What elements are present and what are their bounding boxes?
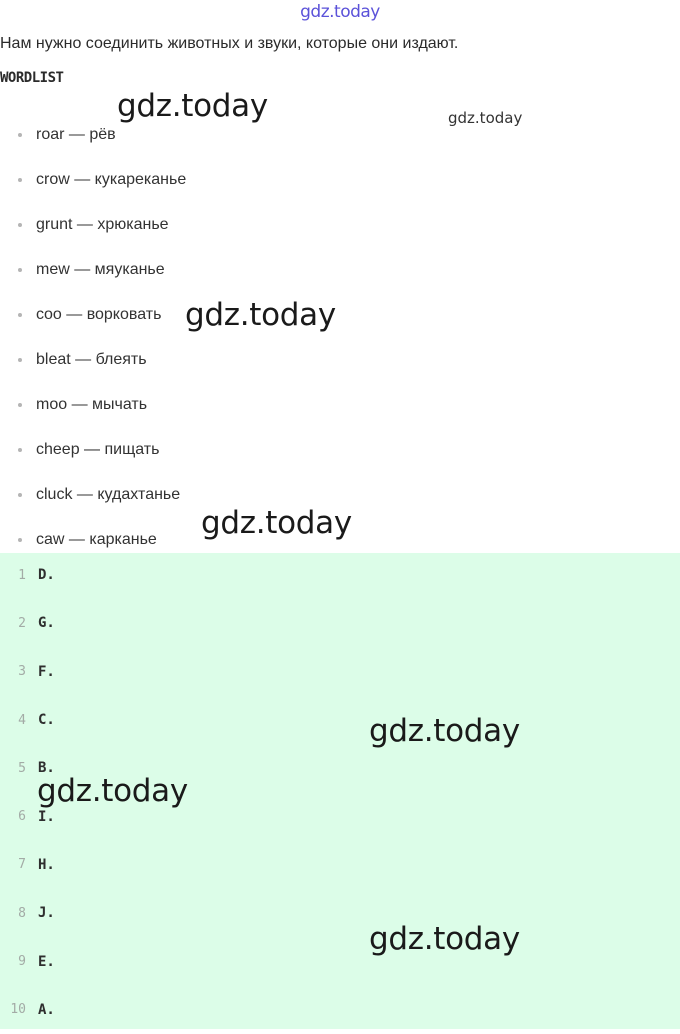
answer-value: D.: [38, 567, 55, 584]
answer-number: 2: [18, 615, 26, 631]
answer-number: 10: [10, 1002, 26, 1018]
bullet-icon: [18, 493, 22, 497]
bullet-icon: [18, 448, 22, 452]
answer-value: F.: [38, 663, 55, 680]
list-item-text: moo — мычать: [36, 395, 148, 413]
watermark: gdz.today: [117, 88, 268, 124]
wordlist: [0, 112, 186, 562]
answer-number: 3: [18, 664, 26, 680]
answer-value: B.: [38, 760, 55, 777]
answer-value: J.: [38, 905, 55, 922]
list-item-text: roar — рёв: [36, 125, 116, 143]
bullet-icon: [18, 178, 22, 182]
bullet-icon: [18, 223, 22, 227]
answer-value: G.: [38, 615, 55, 632]
answer-row: [0, 599, 680, 647]
top-watermark: gdz.today: [300, 2, 380, 22]
answer-row: [0, 986, 680, 1034]
list-item: [0, 247, 186, 292]
answer-row: [0, 889, 680, 937]
list-item-text: bleat — блеять: [36, 350, 147, 368]
answer-number: 5: [18, 760, 26, 776]
answer-number: 4: [18, 712, 26, 728]
answer-value: A.: [38, 1001, 55, 1018]
answer-value: I.: [38, 808, 55, 825]
list-item: [0, 292, 186, 337]
answer-value: H.: [38, 856, 55, 873]
task-description: Нам нужно соединить животных и звуки, которые они издают.: [0, 35, 459, 52]
bullet-icon: [18, 133, 22, 137]
bullet-icon: [18, 403, 22, 407]
list-item: [0, 382, 186, 427]
wordlist-heading: WORDLIST: [0, 70, 64, 86]
answers-panel: [0, 553, 680, 1029]
answer-number: 1: [18, 567, 26, 583]
answer-number: 6: [18, 809, 26, 825]
list-item-text: crow — кукареканье: [36, 170, 187, 188]
list-item: [0, 427, 186, 472]
list-item-text: mew — мяуканье: [36, 260, 165, 278]
answer-value: E.: [38, 953, 55, 970]
watermark: gdz.today: [448, 109, 523, 127]
list-item: [0, 202, 186, 247]
answer-row: [0, 841, 680, 889]
list-item-text: cluck — кудахтанье: [36, 485, 181, 503]
list-item-text: cheep — пищать: [36, 440, 160, 458]
answer-number: 8: [18, 905, 26, 921]
watermark: gdz.today: [201, 505, 352, 541]
watermark: gdz.today: [185, 297, 336, 333]
watermark: gdz.today: [369, 713, 520, 749]
answer-row: [0, 744, 680, 792]
answer-row: [0, 551, 680, 599]
list-item: [0, 472, 186, 517]
answer-row: [0, 648, 680, 696]
bullet-icon: [18, 538, 22, 542]
list-item: [0, 157, 186, 202]
watermark: gdz.today: [369, 921, 520, 957]
list-item-text: grunt — хрюканье: [36, 215, 169, 233]
answer-number: 7: [18, 857, 26, 873]
answer-value: C.: [38, 712, 55, 729]
list-item: [0, 337, 186, 382]
list-item-text: caw — карканье: [36, 530, 157, 548]
watermark: gdz.today: [37, 773, 188, 809]
answer-number: 9: [18, 954, 26, 970]
answer-row: [0, 696, 680, 744]
bullet-icon: [18, 358, 22, 362]
bullet-icon: [18, 268, 22, 272]
answer-row: [0, 792, 680, 840]
list-item: [0, 112, 186, 157]
answer-row: [0, 937, 680, 985]
list-item-text: coo — ворковать: [36, 305, 162, 323]
bullet-icon: [18, 313, 22, 317]
